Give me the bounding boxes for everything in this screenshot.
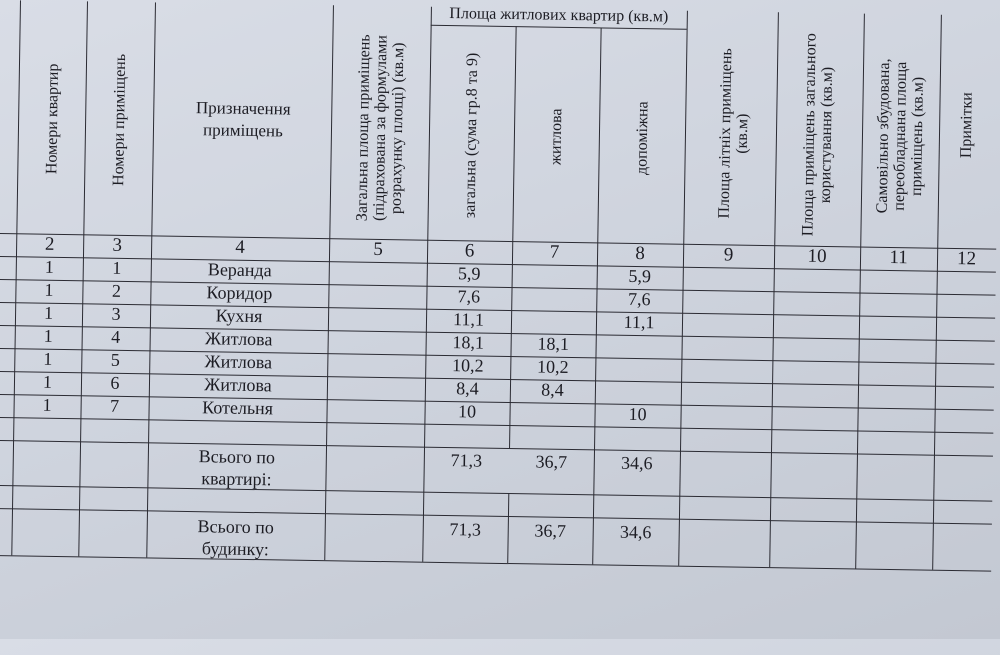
living-area: 18,1 xyxy=(537,333,570,354)
apartment-number: 1 xyxy=(44,279,54,300)
living-area: 8,4 xyxy=(541,379,564,400)
total-label-line2: будинку: xyxy=(201,538,270,560)
auxiliary-area: 34,6 xyxy=(620,452,653,474)
column-header-unauthorized-area: Самовільно збудована, переобладнана площа приміщень (кв.м) xyxy=(873,58,927,214)
total-area: 5,9 xyxy=(457,263,481,284)
column-header-living: житлова xyxy=(546,108,565,166)
column-number: 4 xyxy=(235,236,246,258)
column-number: 9 xyxy=(723,244,734,266)
total-area: 18,1 xyxy=(452,332,485,353)
total-area: 7,6 xyxy=(457,286,481,307)
column-number: 5 xyxy=(373,238,384,261)
room-purpose: Коридор xyxy=(206,282,273,304)
column-number: 3 xyxy=(112,234,123,256)
grid-line xyxy=(678,11,688,566)
living-area: 10,2 xyxy=(536,356,569,377)
room-number: 6 xyxy=(110,372,120,393)
column-number: 12 xyxy=(956,248,977,270)
column-header-general: загальна (сума гр.8 та 9) xyxy=(461,52,481,219)
column-header-common-use-area: Площа приміщень загального користування (кв.м) xyxy=(799,33,837,237)
room-number: 4 xyxy=(111,326,121,347)
auxiliary-area: 34,6 xyxy=(619,521,652,543)
auxiliary-area: 11,1 xyxy=(623,311,655,333)
apartment-number: 1 xyxy=(44,256,54,277)
column-header-summer-area: Площа літніх приміщень (кв.м) xyxy=(715,48,752,219)
total-label-line1: Всього по xyxy=(197,516,275,538)
apartment-number: 1 xyxy=(42,371,53,392)
grid-line xyxy=(78,1,88,556)
apartment-number: 1 xyxy=(42,394,52,415)
column-number: 2 xyxy=(44,233,55,255)
room-number: 5 xyxy=(110,349,121,370)
living-area: 36,7 xyxy=(535,451,568,472)
column-header-room-numbers: Номери приміщень xyxy=(109,53,129,187)
column-header-notes: Примітки xyxy=(957,92,976,159)
room-purpose: Житлова xyxy=(204,351,273,373)
room-number: 2 xyxy=(111,280,122,301)
living-area: 36,7 xyxy=(534,520,567,541)
grid-line xyxy=(769,12,779,567)
column-header-purpose: Призначення приміщень xyxy=(195,98,291,141)
total-area: 8,4 xyxy=(456,378,479,399)
room-number: 3 xyxy=(111,303,121,324)
room-purpose: Веранда xyxy=(207,259,272,281)
total-area: 71,3 xyxy=(449,519,482,540)
apartment-number: 1 xyxy=(43,302,54,323)
room-purpose: Кухня xyxy=(215,305,263,327)
column-number: 11 xyxy=(889,247,908,269)
grid-line xyxy=(11,0,21,555)
column-header-total-area: Загальна площа приміщень (підрахована за формулами розрахунку площі) (кв.м) xyxy=(353,34,407,222)
room-purpose: Котельня xyxy=(202,397,274,419)
total-area: 10,2 xyxy=(451,355,484,376)
column-header-auxiliary: допоміжна xyxy=(632,101,651,176)
auxiliary-area: 7,6 xyxy=(627,288,651,310)
room-purpose: Житлова xyxy=(204,374,272,396)
total-area: 10 xyxy=(457,401,477,422)
column-number: 10 xyxy=(807,245,827,268)
room-purpose: Житлова xyxy=(204,328,273,350)
column-header-apartment-numbers: Номери квартир xyxy=(42,63,62,175)
apartment-number: 1 xyxy=(43,325,53,346)
total-area: 11,1 xyxy=(452,309,485,330)
apartment-number: 1 xyxy=(43,348,53,369)
grid-line xyxy=(855,14,865,569)
total-label-line2: квартирі: xyxy=(201,468,272,490)
auxiliary-area: 10 xyxy=(628,403,647,425)
column-number: 6 xyxy=(464,240,475,262)
total-area: 71,3 xyxy=(450,450,483,471)
room-number: 1 xyxy=(112,257,122,278)
column-number: 7 xyxy=(549,241,560,263)
total-label-line1: Всього по xyxy=(198,446,276,468)
column-number: 8 xyxy=(635,243,646,265)
group-header: Площа житлових квартир (кв.м) xyxy=(449,5,669,26)
grid-line xyxy=(422,7,432,562)
grid-line xyxy=(324,5,334,560)
auxiliary-area: 5,9 xyxy=(628,265,652,287)
room-number: 7 xyxy=(109,395,120,416)
